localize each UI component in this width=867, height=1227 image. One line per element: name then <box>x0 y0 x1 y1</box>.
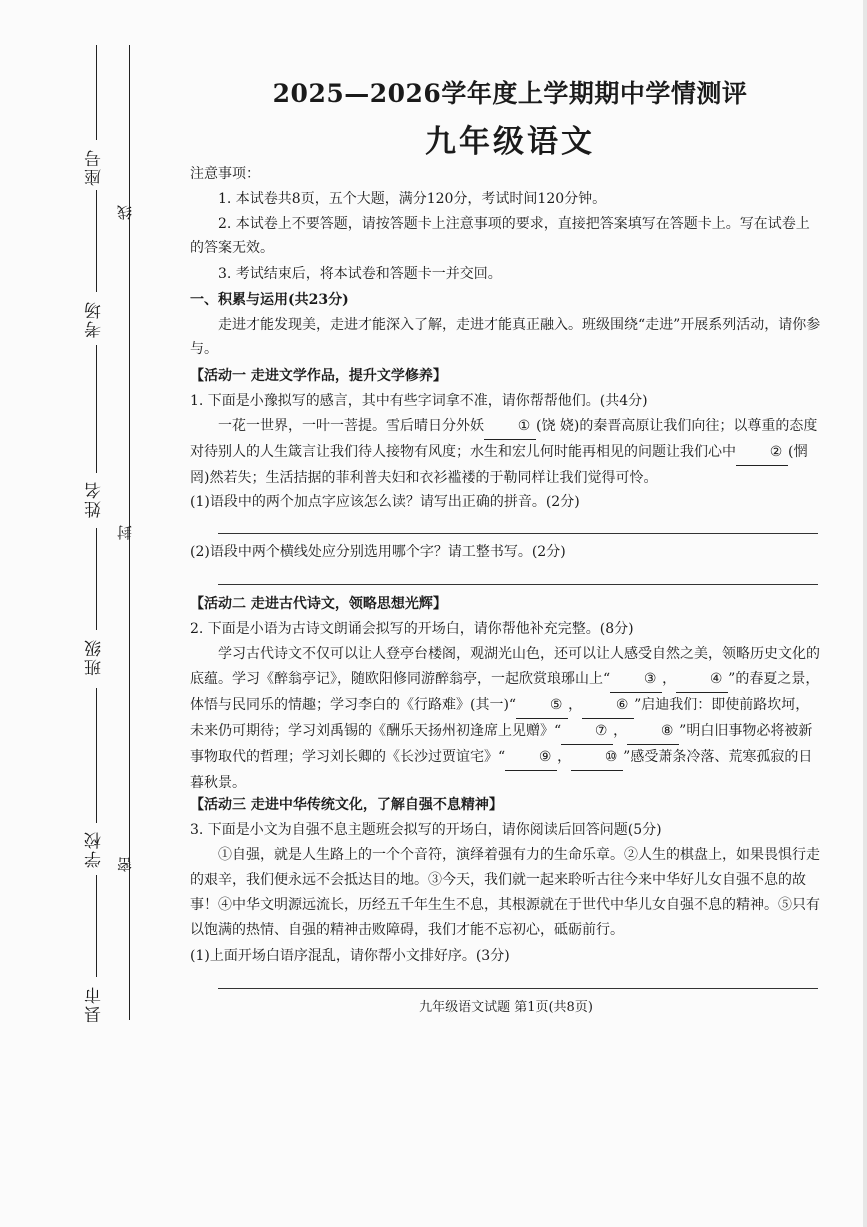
passage-text: (饶 娆)的秦晋高原让我们向往；以尊重的态度对待别人的人生箴言让我们待人接物有风度；水生和宏儿何时能再相见的问题让我们心中 <box>190 418 818 460</box>
question-1-sub-2: (2)语段中两个横线处应分别选用哪个字？请工整书写。(2分) <box>190 544 566 560</box>
passage-text: 一花一世界，一叶一菩提。雪后晴日分外妖 <box>218 418 484 434</box>
blank-1: ① <box>484 414 536 440</box>
class-label: 班级 <box>85 638 105 676</box>
blank-10: ⑩ <box>571 745 623 771</box>
passage-text: ， <box>557 749 572 765</box>
question-3-sub-1: (1)上面开场白语序混乱，请你帮小文排好序。(3分) <box>190 948 510 964</box>
school-label: 学校 <box>85 830 105 868</box>
blank-5: ⑤ <box>516 693 568 719</box>
activity1-heading: 【活动一 走进文学作品，提升文学修养】 <box>190 368 447 384</box>
school-field-line <box>96 688 97 823</box>
passage-text: ”感受萧条冷落、荒寒孤寂的日暮秋景。 <box>190 749 813 791</box>
county-field-line <box>96 875 97 977</box>
section1-heading: 一、积累与运用(共23分) <box>190 292 349 308</box>
blank-7: ⑦ <box>561 719 613 745</box>
blank-9: ⑨ <box>505 745 557 771</box>
answer-line-2[interactable] <box>218 584 818 585</box>
class-field-line <box>96 528 97 630</box>
passage-text: (惘 罔)然若失；生活拮据的菲利普夫妇和衣衫褴褛的于勒同样让我们觉得可怜。 <box>190 444 808 486</box>
question-2: 2. 下面是小语为古诗文朗诵会拟写的开场白，请你帮他补充完整。(8分) <box>190 621 634 637</box>
activity2-heading: 【活动二 走进古代诗文，领略思想光辉】 <box>190 596 447 612</box>
passage-text: ， <box>662 671 677 687</box>
passage-text: ”明白旧事物必将被新事物取代的哲理；学习刘长卿的《长沙过贾谊宅》“ <box>190 723 813 765</box>
question-1-passage <box>190 414 822 491</box>
question-3-passage: ①自强，就是人生路上的一个个音符，演绎着强有力的生命乐章。②人生的棋盘上，如果畏惧行走的艰辛，我们便永远不会抵达目的地。③今天，我们就一起来聆听古往今来中华好儿女自强不息的故事！④中华文明源远流长，历经五千年生生不息，其根源就在于世代中华儿女自强不息的精神。⑤只有以饱满的热情、自强的精神击败障碍，我们才能不忘初心，砥砺前行。 <box>190 847 820 938</box>
answer-line-1[interactable] <box>218 533 818 534</box>
blank-8: ⑧ <box>627 719 679 745</box>
exam-subject: 九年级语文 <box>425 124 595 160</box>
activity3-heading: 【活动三 走进中华传统文化，了解自强不息精神】 <box>190 797 503 813</box>
section1-intro: 走进才能发现美，走进才能深入了解，走进才能真正融入。班级围绕“走进”开展系列活动，请你参与。 <box>190 317 821 357</box>
name-field-line <box>96 345 97 473</box>
passage-text: ”启迪我们：即使前路坎坷，未来仍可期待；学习刘禹锡的《酬乐天扬州初逢席上见赠》“ <box>190 697 810 739</box>
page-footer: 九年级语文试题 第1页(共8页) <box>419 1000 593 1015</box>
blank-6: ⑥ <box>582 693 634 719</box>
exam-room-field-line <box>96 190 97 292</box>
seat-field-line <box>96 45 97 140</box>
passage-text: ”的春夏之景，体悟与民同乐的情趣；学习李白的《行路难》(其一)“ <box>190 671 820 713</box>
notice-item-3: 3. 考试结束后，将本试卷和答题卡一并交回。 <box>218 266 502 282</box>
question-1: 1. 下面是小豫拟写的感言，其中有些字词拿不准，请你帮帮他们。(共4分) <box>190 393 648 409</box>
question-1-sub-1: (1)语段中的两个加点字应该怎么读？请写出正确的拼音。(2分) <box>190 494 580 510</box>
seat-label: 座号 <box>85 148 105 186</box>
blank-4: ④ <box>676 667 728 693</box>
blank-2: ② <box>736 440 788 466</box>
county-label: 县市 <box>85 985 105 1023</box>
passage-text: ， <box>568 697 583 713</box>
passage-text: ， <box>613 723 628 739</box>
notice-heading: 注意事项： <box>190 166 260 182</box>
seal-mark-line: 线 <box>116 205 134 220</box>
footer-divider <box>218 988 818 989</box>
passage-text: 学习古代诗文不仅可以让人登亭台楼阁，观湖光山色，还可以让人感受自然之美，领略历史文化的底蕴。学习《醉翁亭记》，随欧阳修同游醉翁亭，一起欣赏琅琊山上“ <box>190 646 820 687</box>
seal-mark-close: 密 <box>116 857 134 872</box>
seal-mark-seal: 封 <box>116 525 134 540</box>
notice-item-1: 1. 本试卷共8页，五个大题，满分120分，考试时间120分钟。 <box>218 191 607 207</box>
exam-room-label: 考场 <box>85 300 105 338</box>
blank-3: ③ <box>610 667 662 693</box>
exam-title: 2025—2026学年度上学期期中学情测评 <box>272 79 748 108</box>
name-label: 姓名 <box>85 480 105 518</box>
question-3: 3. 下面是小文为自强不息主题班会拟写的开场白，请你阅读后回答问题(5分) <box>190 822 662 838</box>
page-edge-shadow <box>863 0 867 1227</box>
question-2-passage <box>190 642 822 796</box>
notice-item-2: 2. 本试卷上不要答题，请按答题卡上注意事项的要求，直接把答案填写在答题卡上。写在试卷上的答案无效。 <box>190 216 810 256</box>
